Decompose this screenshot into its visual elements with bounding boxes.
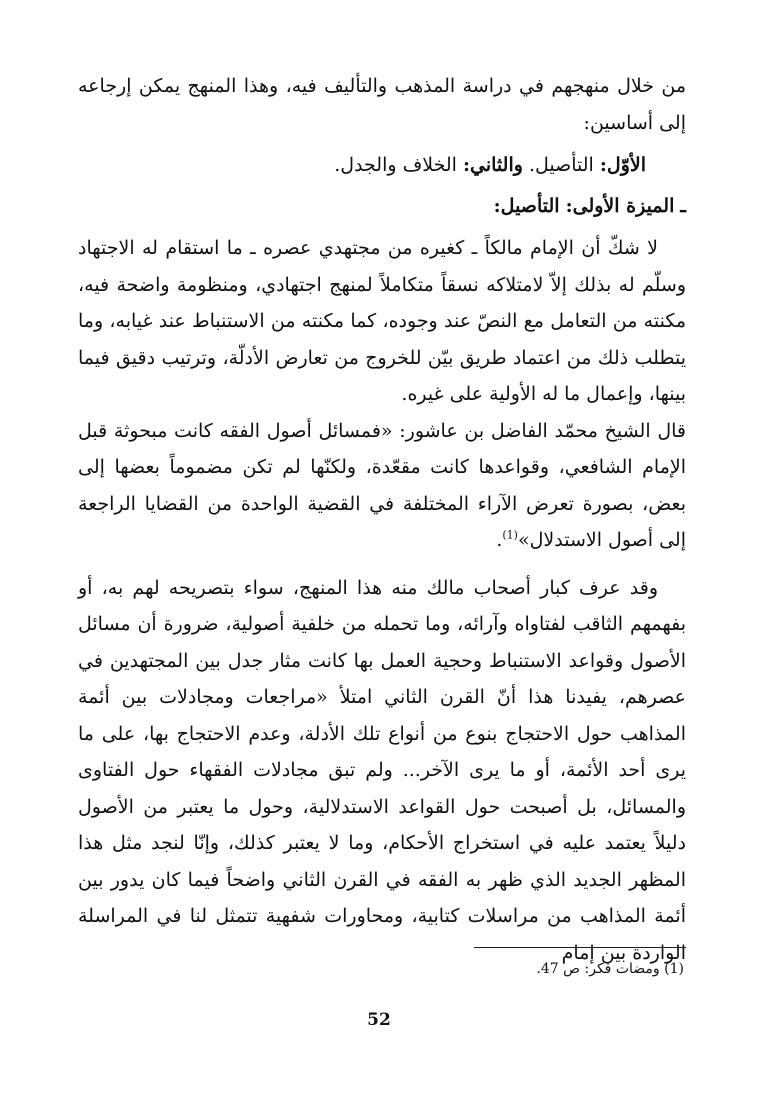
footnote-number: (1)	[664, 961, 684, 977]
paragraph-1	[78, 230, 686, 413]
footnote-text: ومضات فكر: ص 47.	[536, 961, 660, 977]
footnote-divider	[474, 947, 686, 948]
paragraph-2	[78, 413, 686, 559]
bases-line	[78, 147, 686, 184]
paragraph-3-text: وقد عرف كبار أصحاب مالك منه هذا المنهج، سواء بتصريحه لهم به، أو بفهمهم الثاقب لفتاواه وآرائه، وما تحمله من خلفية أصولية، ضرورة أن مسائل الأصول وقواعد الاستنباط وحجية العمل بها كانت مثار جدل بين المجتهدين في عصرهم، يفيدنا هذا أنّ القرن الثاني امتلأ «مراجعات ومجادلات بين أئمة المذاهب حول الاحتجاج بنوع من أنواع تلك الأدلة، وعدم الاحتجاج بها، على ما يرى أحد الأئمة، أو ما يرى الآخر... ولم تبق مجادلات الفقهاء حول الفتاوى والمسائل، بل أصبحت حول القواعد الاستدلالية، وحول ما يعتبر من الأصول دليلاً يعتمد عليه في استخراج الأحكام، وما لا يعتبر كذلك، وإنّا لنجد مثل هذا المظهر الجديد الذي ظهر به الفقه في القرن الثاني واضحاً فيما كان يدور بين أئمة المذاهب من مراسلات كتابية، ومحاورات شفهية تتمثل لنا في المراسلة الواردة بين إمام	[78, 576, 686, 964]
page-number: 52	[367, 1010, 391, 1030]
paragraph-3	[78, 570, 686, 972]
second-base-label: والثاني:	[463, 154, 523, 176]
first-base-value: التأصيل.	[528, 154, 594, 176]
intro-paragraph	[78, 68, 686, 141]
paragraph-2-end: .	[496, 529, 503, 551]
intro-text: من خلال منهجهم في دراسة المذهب والتأليف فيه، وهذا المنهج يمكن إرجاعه إلى أساسين:	[78, 75, 686, 134]
first-base-label: الأوّل:	[599, 154, 646, 176]
footnote	[536, 958, 684, 980]
section-prefix: ـ	[680, 194, 686, 217]
second-base-value: الخلاف والجدل.	[334, 154, 457, 176]
section-label: الميزة الأولى:	[565, 194, 675, 217]
paragraph-2-text: قال الشيخ محمّد الفاضل بن عاشور: «فمسائل أصول الفقه كانت مبحوثة قبل الإمام الشافعي، وقواعدها كانت مقعّدة، ولكنّها لم تكن مضموماً بعضها إلى بعض، بصورة تعرض الآراء المختلفة في القضية الواحدة من القضايا الراجعة إلى أصول الاستدلال»	[78, 419, 686, 551]
section-title: التأصيل:	[493, 194, 560, 217]
page-body	[78, 68, 686, 971]
footnote-reference[interactable]: (1)	[502, 528, 518, 542]
section-heading	[78, 188, 686, 225]
paragraph-1-text: لا شكّ أن الإمام مالكاً ـ كغيره من مجتهدي عصره ـ ما استقام له الاجتهاد وسلّم له بذلك إلاّ لامتلاكه نسقاً متكاملاً لمنهج اجتهادي، ومنظومة واضحة فيه، مكنته من التعامل مع النصّ عند وجوده، كما مكنته من الاستنباط عند غيابه، وما يتطلب ذلك من اعتماد طريق بيّن للخروج من تعارض الأدلّة، وترتيب دقيق فيما بينها، وإعمال ما له الأولية على غيره.	[78, 237, 686, 405]
